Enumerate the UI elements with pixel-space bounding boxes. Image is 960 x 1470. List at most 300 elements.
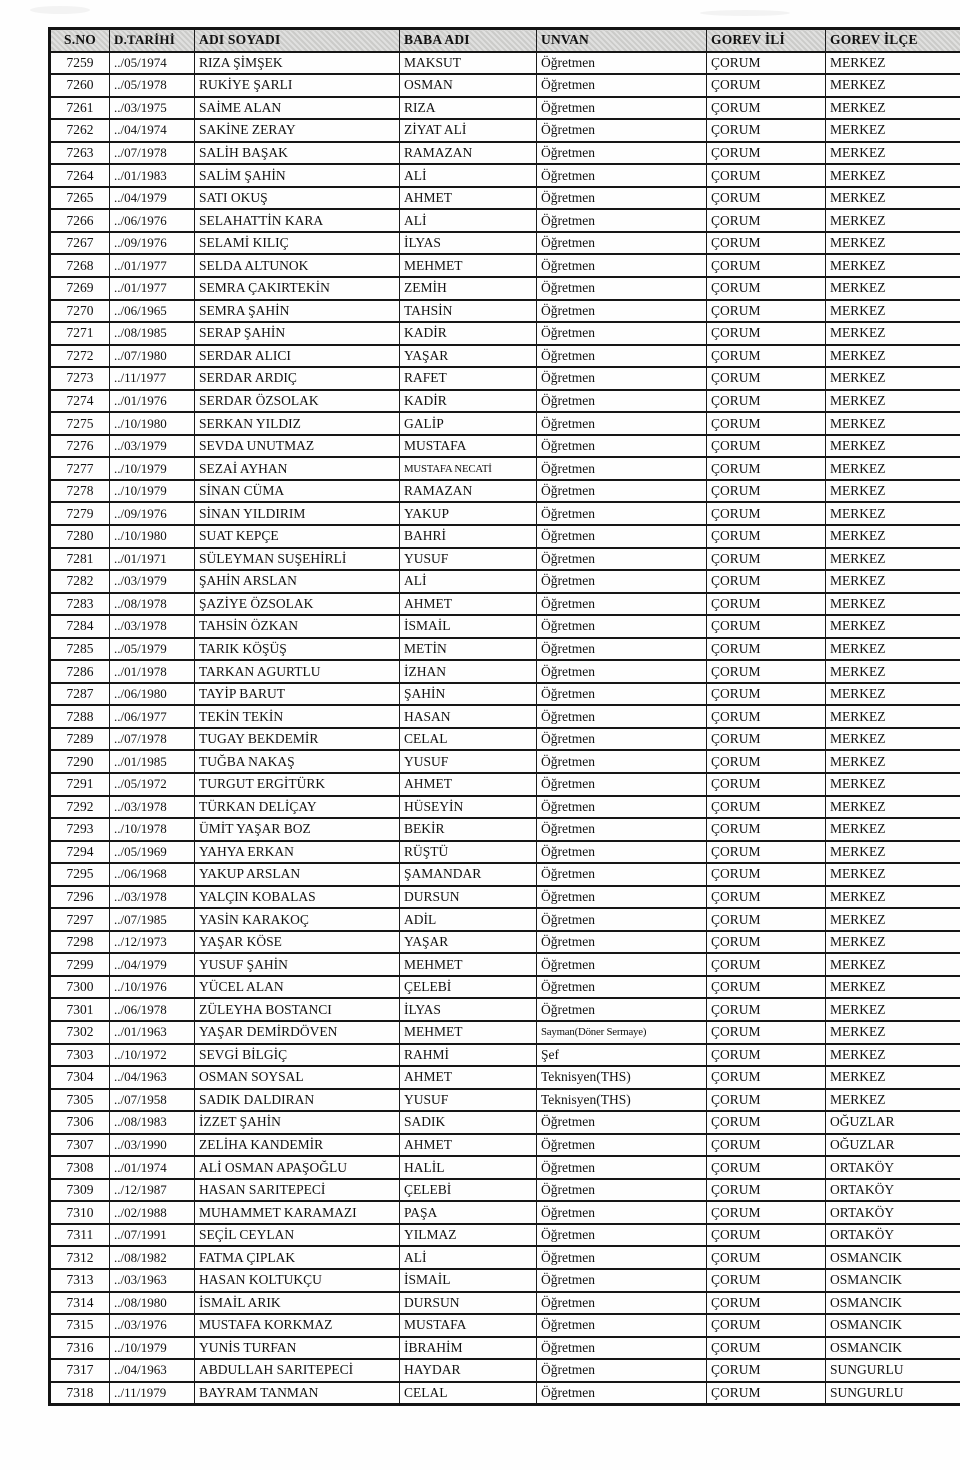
cell-adi-soyadi: TARIK KÖŞÜŞ [195, 638, 400, 661]
cell-dtarihi: ../07/1978 [110, 142, 195, 165]
cell-adi-soyadi: SEÇİL CEYLAN [195, 1224, 400, 1247]
cell-gorev-ilce: MERKEZ [826, 322, 960, 345]
cell-unvan: Öğretmen [537, 367, 707, 390]
cell-unvan: Öğretmen [537, 1314, 707, 1337]
cell-unvan: Teknisyen(THS) [537, 1089, 707, 1112]
cell-baba-adi: TAHSİN [400, 300, 537, 323]
cell-baba-adi: HALİL [400, 1156, 537, 1179]
cell-gorev-ilce: OSMANCIK [826, 1269, 960, 1292]
cell-adi-soyadi: SERDAR ÖZSOLAK [195, 390, 400, 413]
cell-dtarihi: ../08/1985 [110, 322, 195, 345]
cell-unvan: Öğretmen [537, 1224, 707, 1247]
cell-unvan: Öğretmen [537, 908, 707, 931]
table-row [50, 1021, 960, 1044]
cell-sno: 7295 [50, 863, 110, 886]
cell-baba-adi: İZHAN [400, 660, 537, 683]
cell-adi-soyadi: SÜLEYMAN SUŞEHİRLİ [195, 548, 400, 571]
cell-adi-soyadi: MUSTAFA KORKMAZ [195, 1314, 400, 1337]
cell-gorev-ilce: MERKEZ [826, 908, 960, 931]
table-row [50, 480, 960, 503]
table-row [50, 1246, 960, 1269]
cell-gorev-ilce: ORTAKÖY [826, 1201, 960, 1224]
cell-dtarihi: ../08/1978 [110, 593, 195, 616]
cell-dtarihi: ../03/1990 [110, 1134, 195, 1157]
cell-gorev-ilce: MERKEZ [826, 841, 960, 864]
cell-sno: 7271 [50, 322, 110, 345]
cell-gorev-ilce: MERKEZ [826, 300, 960, 323]
cell-unvan: Öğretmen [537, 750, 707, 773]
cell-dtarihi: ../12/1973 [110, 931, 195, 954]
cell-sno: 7262 [50, 119, 110, 142]
cell-adi-soyadi: ZÜLEYHA BOSTANCI [195, 998, 400, 1021]
cell-gorev-ili: ÇORUM [707, 1337, 826, 1360]
cell-unvan: Öğretmen [537, 322, 707, 345]
cell-dtarihi: ../10/1978 [110, 818, 195, 841]
table-row [50, 728, 960, 751]
cell-baba-adi: ZEMİH [400, 277, 537, 300]
cell-dtarihi: ../09/1976 [110, 502, 195, 525]
cell-gorev-ili: ÇORUM [707, 119, 826, 142]
cell-gorev-ili: ÇORUM [707, 322, 826, 345]
table-row [50, 502, 960, 525]
table-body [50, 52, 960, 1405]
cell-gorev-ili: ÇORUM [707, 412, 826, 435]
cell-gorev-ili: ÇORUM [707, 277, 826, 300]
cell-adi-soyadi: FATMA ÇIPLAK [195, 1246, 400, 1269]
cell-baba-adi: KADİR [400, 322, 537, 345]
cell-adi-soyadi: YUNİS TURFAN [195, 1337, 400, 1360]
table-row [50, 345, 960, 368]
cell-sno: 7287 [50, 683, 110, 706]
cell-dtarihi: ../04/1979 [110, 187, 195, 210]
cell-gorev-ili: ÇORUM [707, 638, 826, 661]
cell-sno: 7277 [50, 457, 110, 480]
cell-unvan: Öğretmen [537, 953, 707, 976]
cell-dtarihi: ../05/1978 [110, 74, 195, 97]
cell-gorev-ili: ÇORUM [707, 1201, 826, 1224]
cell-sno: 7301 [50, 998, 110, 1021]
cell-gorev-ili: ÇORUM [707, 209, 826, 232]
cell-unvan: Öğretmen [537, 773, 707, 796]
cell-baba-adi: RIZA [400, 97, 537, 120]
cell-unvan: Öğretmen [537, 390, 707, 413]
cell-dtarihi: ../01/1978 [110, 660, 195, 683]
cell-baba-adi: ÇELEBİ [400, 1179, 537, 1202]
table-row [50, 1314, 960, 1337]
cell-gorev-ilce: ORTAKÖY [826, 1156, 960, 1179]
cell-adi-soyadi: YAŞAR KÖSE [195, 931, 400, 954]
cell-dtarihi: ../11/1979 [110, 1382, 195, 1405]
cell-unvan: Öğretmen [537, 1201, 707, 1224]
cell-gorev-ilce: ORTAKÖY [826, 1179, 960, 1202]
cell-adi-soyadi: BAYRAM TANMAN [195, 1382, 400, 1405]
cell-unvan: Öğretmen [537, 345, 707, 368]
cell-gorev-ilce: OĞUZLAR [826, 1111, 960, 1134]
cell-unvan: Öğretmen [537, 1134, 707, 1157]
cell-adi-soyadi: YUSUF ŞAHİN [195, 953, 400, 976]
table-row [50, 750, 960, 773]
cell-gorev-ilce: MERKEZ [826, 435, 960, 458]
cell-gorev-ili: ÇORUM [707, 863, 826, 886]
cell-baba-adi: METİN [400, 638, 537, 661]
cell-gorev-ilce: MERKEZ [826, 232, 960, 255]
cell-dtarihi: ../05/1972 [110, 773, 195, 796]
cell-adi-soyadi: SERAP ŞAHİN [195, 322, 400, 345]
cell-sno: 7313 [50, 1269, 110, 1292]
cell-baba-adi: RAMAZAN [400, 142, 537, 165]
cell-adi-soyadi: ABDULLAH SARITEPECİ [195, 1359, 400, 1382]
cell-gorev-ili: ÇORUM [707, 435, 826, 458]
table-row [50, 525, 960, 548]
cell-sno: 7280 [50, 525, 110, 548]
cell-sno: 7292 [50, 796, 110, 819]
cell-sno: 7290 [50, 750, 110, 773]
cell-sno: 7281 [50, 548, 110, 571]
cell-dtarihi: ../10/1979 [110, 1337, 195, 1360]
cell-baba-adi: ZİYAT ALİ [400, 119, 537, 142]
cell-dtarihi: ../07/1978 [110, 728, 195, 751]
table-header-row [50, 29, 960, 52]
cell-gorev-ili: ÇORUM [707, 1134, 826, 1157]
cell-adi-soyadi: RIZA ŞİMŞEK [195, 52, 400, 75]
cell-sno: 7314 [50, 1292, 110, 1315]
cell-dtarihi: ../01/1977 [110, 254, 195, 277]
cell-gorev-ilce: MERKEZ [826, 142, 960, 165]
cell-baba-adi: DURSUN [400, 886, 537, 909]
cell-gorev-ilce: OSMANCIK [826, 1292, 960, 1315]
cell-sno: 7278 [50, 480, 110, 503]
cell-adi-soyadi: SELAMİ KILIÇ [195, 232, 400, 255]
cell-baba-adi: İLYAS [400, 232, 537, 255]
table-row [50, 593, 960, 616]
cell-gorev-ili: ÇORUM [707, 931, 826, 954]
cell-adi-soyadi: ÜMİT YAŞAR BOZ [195, 818, 400, 841]
cell-sno: 7274 [50, 390, 110, 413]
cell-adi-soyadi: SİNAN CÜMA [195, 480, 400, 503]
table-row [50, 1382, 960, 1405]
cell-sno: 7260 [50, 74, 110, 97]
cell-dtarihi: ../07/1991 [110, 1224, 195, 1247]
cell-sno: 7269 [50, 277, 110, 300]
cell-baba-adi: ŞAHİN [400, 683, 537, 706]
cell-dtarihi: ../06/1965 [110, 300, 195, 323]
cell-baba-adi: ALİ [400, 164, 537, 187]
table-row [50, 818, 960, 841]
cell-gorev-ilce: MERKEZ [826, 52, 960, 75]
cell-baba-adi: GALİP [400, 412, 537, 435]
cell-dtarihi: ../04/1963 [110, 1066, 195, 1089]
table-row [50, 457, 960, 480]
cell-dtarihi: ../03/1978 [110, 796, 195, 819]
cell-unvan: Öğretmen [537, 1179, 707, 1202]
table-row [50, 683, 960, 706]
cell-gorev-ilce: MERKEZ [826, 773, 960, 796]
column-header-dtarihi: D.TARİHİ [110, 29, 195, 52]
table-row [50, 1337, 960, 1360]
cell-gorev-ili: ÇORUM [707, 660, 826, 683]
cell-gorev-ilce: MERKEZ [826, 525, 960, 548]
table-row [50, 367, 960, 390]
cell-unvan: Öğretmen [537, 1246, 707, 1269]
cell-baba-adi: İLYAS [400, 998, 537, 1021]
cell-baba-adi: CELAL [400, 728, 537, 751]
cell-dtarihi: ../03/1976 [110, 1314, 195, 1337]
cell-baba-adi: ALİ [400, 1246, 537, 1269]
cell-gorev-ili: ÇORUM [707, 570, 826, 593]
cell-gorev-ili: ÇORUM [707, 187, 826, 210]
table-row [50, 1134, 960, 1157]
cell-sno: 7264 [50, 164, 110, 187]
cell-baba-adi: YAŞAR [400, 931, 537, 954]
cell-gorev-ilce: SUNGURLU [826, 1382, 960, 1405]
cell-adi-soyadi: TURGUT ERGİTÜRK [195, 773, 400, 796]
table-row [50, 796, 960, 819]
cell-sno: 7282 [50, 570, 110, 593]
column-header-adi-soyadi: ADI SOYADI [195, 29, 400, 52]
cell-sno: 7303 [50, 1044, 110, 1067]
cell-adi-soyadi: SİNAN YILDIRIM [195, 502, 400, 525]
cell-adi-soyadi: YASİN KARAKOÇ [195, 908, 400, 931]
cell-dtarihi: ../10/1972 [110, 1044, 195, 1067]
table-row [50, 412, 960, 435]
cell-sno: 7288 [50, 705, 110, 728]
cell-baba-adi: OSMAN [400, 74, 537, 97]
cell-gorev-ilce: MERKEZ [826, 502, 960, 525]
cell-adi-soyadi: SELAHATTİN KARA [195, 209, 400, 232]
column-header-sno: S.NO [50, 29, 110, 52]
cell-baba-adi: YILMAZ [400, 1224, 537, 1247]
cell-gorev-ilce: MERKEZ [826, 74, 960, 97]
cell-dtarihi: ../07/1985 [110, 908, 195, 931]
cell-dtarihi: ../06/1977 [110, 705, 195, 728]
cell-adi-soyadi: İSMAİL ARIK [195, 1292, 400, 1315]
cell-dtarihi: ../08/1982 [110, 1246, 195, 1269]
cell-baba-adi: RÜŞTÜ [400, 841, 537, 864]
cell-sno: 7286 [50, 660, 110, 683]
cell-dtarihi: ../12/1987 [110, 1179, 195, 1202]
cell-gorev-ilce: MERKEZ [826, 187, 960, 210]
cell-gorev-ili: ÇORUM [707, 1269, 826, 1292]
cell-baba-adi: MUSTAFA [400, 435, 537, 458]
table-row [50, 164, 960, 187]
cell-unvan: Öğretmen [537, 232, 707, 255]
table-row [50, 953, 960, 976]
cell-gorev-ilce: ORTAKÖY [826, 1224, 960, 1247]
cell-adi-soyadi: ALİ OSMAN APAŞOĞLU [195, 1156, 400, 1179]
cell-gorev-ilce: MERKEZ [826, 683, 960, 706]
cell-sno: 7300 [50, 976, 110, 999]
cell-sno: 7298 [50, 931, 110, 954]
cell-baba-adi: AHMET [400, 773, 537, 796]
cell-gorev-ili: ÇORUM [707, 142, 826, 165]
cell-dtarihi: ../01/1971 [110, 548, 195, 571]
cell-gorev-ili: ÇORUM [707, 97, 826, 120]
cell-gorev-ilce: MERKEZ [826, 254, 960, 277]
cell-baba-adi: HASAN [400, 705, 537, 728]
cell-dtarihi: ../02/1988 [110, 1201, 195, 1224]
cell-sno: 7310 [50, 1201, 110, 1224]
column-header-unvan: UNVAN [537, 29, 707, 52]
cell-adi-soyadi: SEVDA UNUTMAZ [195, 435, 400, 458]
cell-baba-adi: ADİL [400, 908, 537, 931]
cell-dtarihi: ../09/1976 [110, 232, 195, 255]
cell-unvan: Öğretmen [537, 1111, 707, 1134]
cell-unvan: Şef [537, 1044, 707, 1067]
cell-unvan: Öğretmen [537, 1292, 707, 1315]
cell-sno: 7263 [50, 142, 110, 165]
cell-adi-soyadi: MUHAMMET KARAMAZI [195, 1201, 400, 1224]
cell-gorev-ilce: MERKEZ [826, 1066, 960, 1089]
cell-dtarihi: ../07/1958 [110, 1089, 195, 1112]
cell-baba-adi: RAHMİ [400, 1044, 537, 1067]
cell-adi-soyadi: SATI OKUŞ [195, 187, 400, 210]
cell-sno: 7304 [50, 1066, 110, 1089]
cell-gorev-ili: ÇORUM [707, 796, 826, 819]
cell-adi-soyadi: YAKUP ARSLAN [195, 863, 400, 886]
cell-adi-soyadi: SEZAİ AYHAN [195, 457, 400, 480]
cell-gorev-ili: ÇORUM [707, 52, 826, 75]
cell-baba-adi: MUSTAFA [400, 1314, 537, 1337]
cell-dtarihi: ../04/1963 [110, 1359, 195, 1382]
cell-gorev-ilce: OSMANCIK [826, 1337, 960, 1360]
table-row [50, 435, 960, 458]
cell-dtarihi: ../10/1976 [110, 976, 195, 999]
cell-gorev-ili: ÇORUM [707, 1021, 826, 1044]
cell-baba-adi: YAŞAR [400, 345, 537, 368]
cell-adi-soyadi: TEKİN TEKİN [195, 705, 400, 728]
cell-baba-adi: RAFET [400, 367, 537, 390]
cell-adi-soyadi: SEMRA ÇAKIRTEKİN [195, 277, 400, 300]
cell-gorev-ilce: MERKEZ [826, 457, 960, 480]
cell-gorev-ili: ÇORUM [707, 232, 826, 255]
cell-adi-soyadi: TAHSİN ÖZKAN [195, 615, 400, 638]
cell-baba-adi: CELAL [400, 1382, 537, 1405]
cell-sno: 7311 [50, 1224, 110, 1247]
table-row [50, 119, 960, 142]
cell-gorev-ilce: MERKEZ [826, 480, 960, 503]
cell-gorev-ili: ÇORUM [707, 1089, 826, 1112]
table-row [50, 74, 960, 97]
cell-adi-soyadi: SERDAR ALICI [195, 345, 400, 368]
cell-gorev-ili: ÇORUM [707, 818, 826, 841]
cell-sno: 7312 [50, 1246, 110, 1269]
cell-baba-adi: DURSUN [400, 1292, 537, 1315]
table-row [50, 615, 960, 638]
cell-unvan: Öğretmen [537, 593, 707, 616]
cell-unvan: Öğretmen [537, 142, 707, 165]
cell-unvan: Öğretmen [537, 1359, 707, 1382]
cell-unvan: Öğretmen [537, 52, 707, 75]
cell-baba-adi: PAŞA [400, 1201, 537, 1224]
cell-gorev-ilce: MERKEZ [826, 412, 960, 435]
table-row [50, 548, 960, 571]
cell-gorev-ilce: MERKEZ [826, 796, 960, 819]
cell-sno: 7279 [50, 502, 110, 525]
cell-gorev-ilce: MERKEZ [826, 119, 960, 142]
cell-sno: 7296 [50, 886, 110, 909]
cell-dtarihi: ../03/1975 [110, 97, 195, 120]
table-row [50, 1111, 960, 1134]
cell-unvan: Sayman(Döner Sermaye) [537, 1021, 707, 1044]
table-row [50, 638, 960, 661]
cell-adi-soyadi: SALİM ŞAHİN [195, 164, 400, 187]
cell-unvan: Öğretmen [537, 502, 707, 525]
cell-sno: 7305 [50, 1089, 110, 1112]
cell-gorev-ili: ÇORUM [707, 1156, 826, 1179]
table-row [50, 390, 960, 413]
cell-baba-adi: KADİR [400, 390, 537, 413]
cell-sno: 7309 [50, 1179, 110, 1202]
cell-unvan: Öğretmen [537, 412, 707, 435]
personnel-table [48, 27, 960, 1406]
cell-unvan: Teknisyen(THS) [537, 1066, 707, 1089]
cell-sno: 7270 [50, 300, 110, 323]
cell-dtarihi: ../01/1976 [110, 390, 195, 413]
table-row [50, 886, 960, 909]
table-row [50, 254, 960, 277]
cell-unvan: Öğretmen [537, 300, 707, 323]
cell-dtarihi: ../03/1978 [110, 615, 195, 638]
cell-gorev-ili: ÇORUM [707, 548, 826, 571]
table-row [50, 705, 960, 728]
cell-gorev-ilce: SUNGURLU [826, 1359, 960, 1382]
cell-gorev-ilce: MERKEZ [826, 164, 960, 187]
cell-sno: 7283 [50, 593, 110, 616]
table-row [50, 1156, 960, 1179]
cell-adi-soyadi: ŞAZİYE ÖZSOLAK [195, 593, 400, 616]
cell-baba-adi: AHMET [400, 1134, 537, 1157]
cell-gorev-ili: ÇORUM [707, 705, 826, 728]
cell-baba-adi: ÇELEBİ [400, 976, 537, 999]
cell-adi-soyadi: TARKAN AGURTLU [195, 660, 400, 683]
cell-baba-adi: RAMAZAN [400, 480, 537, 503]
cell-sno: 7284 [50, 615, 110, 638]
cell-dtarihi: ../10/1980 [110, 412, 195, 435]
column-header-gorev-ilce: GOREV İLÇE [826, 29, 960, 52]
cell-gorev-ilce: MERKEZ [826, 931, 960, 954]
cell-adi-soyadi: YÜCEL ALAN [195, 976, 400, 999]
cell-gorev-ilce: MERKEZ [826, 638, 960, 661]
cell-dtarihi: ../03/1963 [110, 1269, 195, 1292]
cell-baba-adi: ALİ [400, 570, 537, 593]
cell-dtarihi: ../06/1978 [110, 998, 195, 1021]
cell-adi-soyadi: RUKİYE ŞARLI [195, 74, 400, 97]
cell-sno: 7259 [50, 52, 110, 75]
cell-unvan: Öğretmen [537, 457, 707, 480]
cell-gorev-ili: ÇORUM [707, 1292, 826, 1315]
cell-gorev-ili: ÇORUM [707, 345, 826, 368]
cell-adi-soyadi: YAHYA ERKAN [195, 841, 400, 864]
cell-unvan: Öğretmen [537, 841, 707, 864]
cell-sno: 7307 [50, 1134, 110, 1157]
cell-unvan: Öğretmen [537, 480, 707, 503]
table-row [50, 998, 960, 1021]
table-row [50, 142, 960, 165]
cell-baba-adi: ALİ [400, 209, 537, 232]
cell-unvan: Öğretmen [537, 998, 707, 1021]
cell-dtarihi: ../06/1980 [110, 683, 195, 706]
cell-sno: 7291 [50, 773, 110, 796]
cell-dtarihi: ../08/1980 [110, 1292, 195, 1315]
cell-adi-soyadi: SEMRA ŞAHİN [195, 300, 400, 323]
cell-sno: 7285 [50, 638, 110, 661]
cell-dtarihi: ../05/1974 [110, 52, 195, 75]
cell-sno: 7265 [50, 187, 110, 210]
cell-unvan: Öğretmen [537, 728, 707, 751]
cell-gorev-ili: ÇORUM [707, 728, 826, 751]
table-row [50, 773, 960, 796]
cell-adi-soyadi: TÜRKAN DELİÇAY [195, 796, 400, 819]
